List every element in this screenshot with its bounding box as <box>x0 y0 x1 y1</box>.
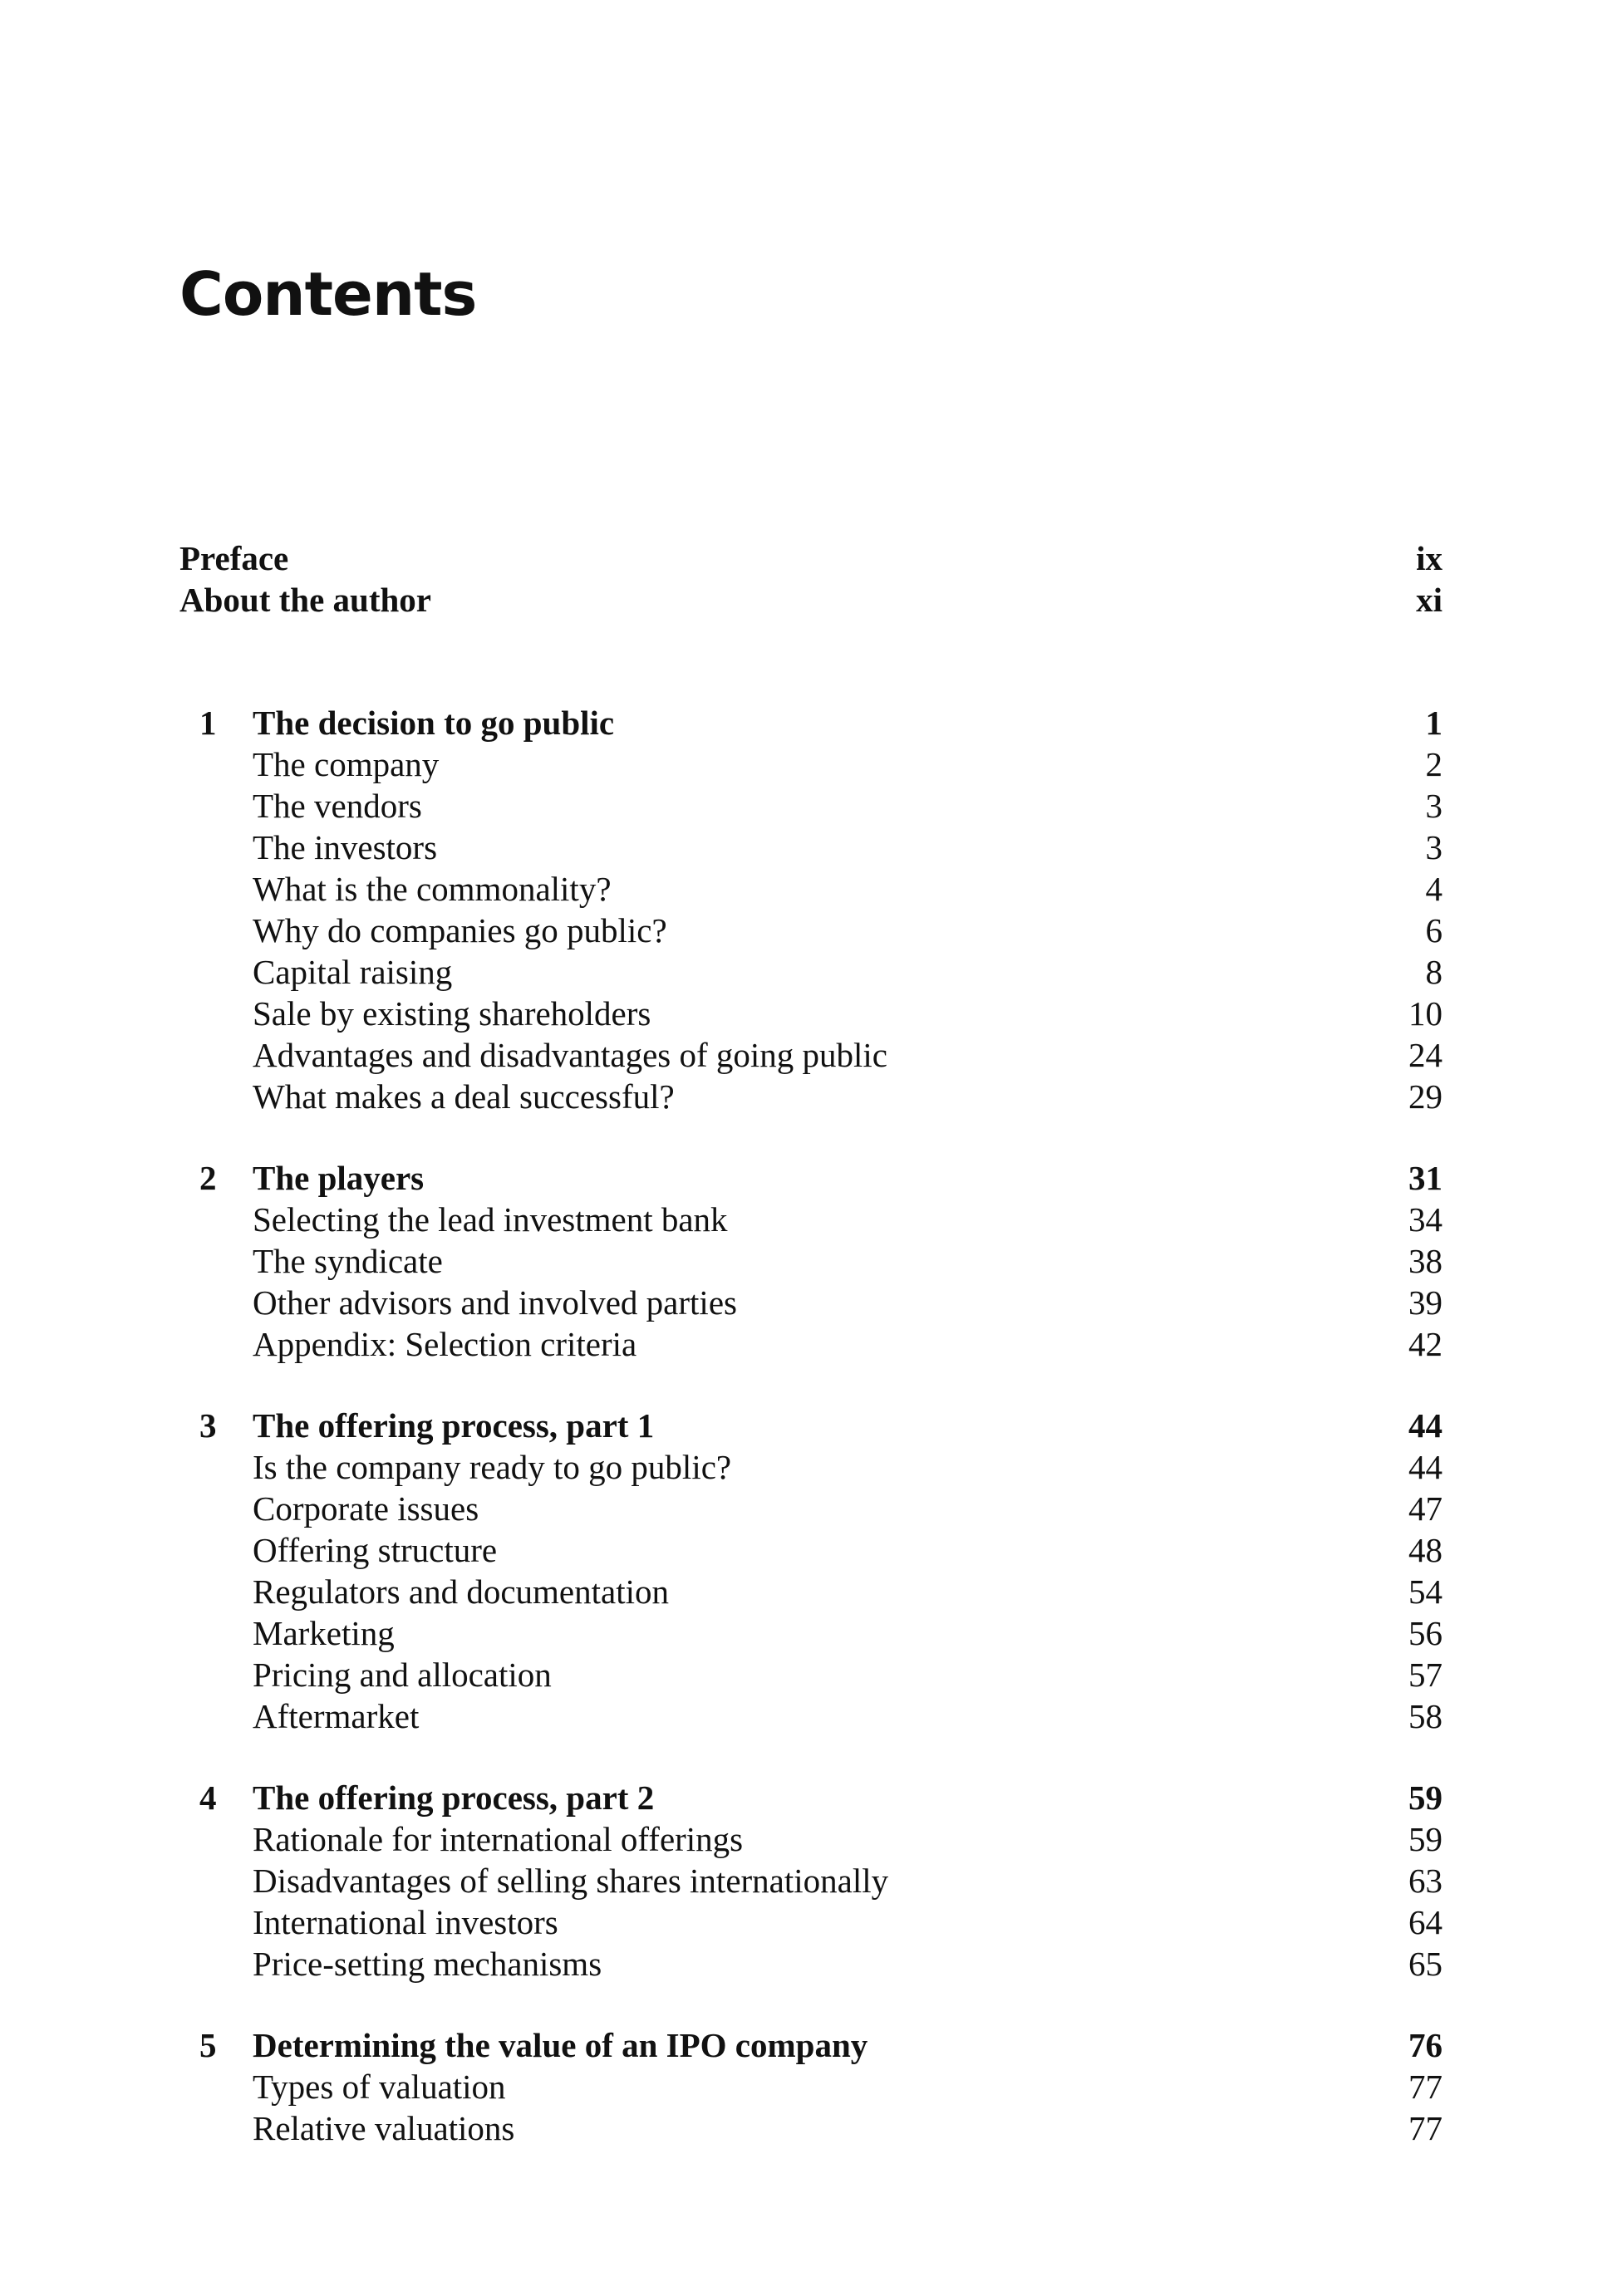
toc-section-entry[interactable] <box>179 743 1443 785</box>
section-title: Other advisors and involved parties <box>253 1283 737 1322</box>
toc-page-number: 29 <box>1408 1077 1443 1116</box>
toc-page-number: 24 <box>1408 1036 1443 1074</box>
toc-entry-preface[interactable] <box>179 537 1443 579</box>
section-title: International investors <box>253 1903 558 1941</box>
toc-section-entry[interactable] <box>179 1323 1443 1365</box>
toc-page-number: 47 <box>1408 1489 1443 1528</box>
toc-section-entry[interactable] <box>179 1654 1443 1695</box>
toc-section-entry[interactable] <box>179 1446 1443 1488</box>
chapter-title: The players <box>253 1159 425 1197</box>
toc-chapter-1[interactable] <box>179 702 1443 743</box>
section-title: What makes a deal successful? <box>253 1077 675 1116</box>
toc-section-entry[interactable] <box>179 1943 1443 1984</box>
table-of-contents <box>179 537 1443 2149</box>
toc-section-entry[interactable] <box>179 993 1443 1034</box>
toc-section-entry[interactable] <box>179 1240 1443 1282</box>
section-title: Marketing <box>253 1614 395 1652</box>
chapter-number: 3 <box>199 1406 217 1445</box>
toc-chapter-5[interactable] <box>179 2024 1443 2066</box>
section-title: Capital raising <box>253 953 453 991</box>
chapter-number: 1 <box>199 704 217 742</box>
page-title: Contents <box>179 259 477 329</box>
toc-page-number: 77 <box>1408 2068 1443 2106</box>
section-title: Relative valuations <box>253 2109 515 2147</box>
section-title: Appendix: Selection criteria <box>253 1325 637 1363</box>
chapter-title: The offering process, part 1 <box>253 1406 655 1445</box>
toc-page-number: 31 <box>1408 1159 1443 1197</box>
toc-section-entry[interactable] <box>179 1901 1443 1943</box>
toc-chapter-3[interactable] <box>179 1405 1443 1446</box>
section-title: Corporate issues <box>253 1489 479 1528</box>
section-title: Types of valuation <box>253 2068 506 2106</box>
toc-page-number: 63 <box>1408 1862 1443 1900</box>
section-title: Sale by existing shareholders <box>253 994 651 1033</box>
toc-page-number: 1 <box>1425 704 1443 742</box>
section-title: The syndicate <box>253 1242 443 1280</box>
chapter-title: The decision to go public <box>253 704 615 742</box>
section-title: Aftermarket <box>253 1697 420 1735</box>
toc-section-entry[interactable] <box>179 785 1443 827</box>
spacer <box>179 621 1443 702</box>
section-title: What is the commonality? <box>253 870 612 908</box>
toc-section-entry[interactable] <box>179 2107 1443 2149</box>
chapter-number: 4 <box>199 1778 217 1817</box>
toc-page-number: 10 <box>1408 994 1443 1033</box>
spacer <box>179 1117 1443 1157</box>
section-title: Disadvantages of selling shares internationally <box>253 1862 889 1900</box>
toc-section-entry[interactable] <box>179 1034 1443 1076</box>
section-title: Regulators and documentation <box>253 1572 669 1611</box>
toc-entry-about-the-author[interactable] <box>179 579 1443 621</box>
toc-page-number: 58 <box>1408 1697 1443 1735</box>
toc-page-number: 65 <box>1408 1945 1443 1983</box>
spacer <box>179 1365 1443 1405</box>
toc-section-entry[interactable] <box>179 1529 1443 1571</box>
toc-page-number: 48 <box>1408 1531 1443 1569</box>
section-title: Why do companies go public? <box>253 911 667 949</box>
toc-page-number: 44 <box>1408 1448 1443 1486</box>
toc-page-number: 6 <box>1425 911 1443 949</box>
toc-section-entry[interactable] <box>179 827 1443 868</box>
section-title: Pricing and allocation <box>253 1656 552 1694</box>
chapter-number: 2 <box>199 1159 217 1197</box>
toc-page-number: xi <box>1416 581 1443 619</box>
chapter-title: The offering process, part 2 <box>253 1778 655 1817</box>
toc-page-number: 2 <box>1425 745 1443 783</box>
toc-section-entry[interactable] <box>179 1076 1443 1117</box>
toc-page-number: 34 <box>1408 1200 1443 1239</box>
toc-page-number: 38 <box>1408 1242 1443 1280</box>
toc-section-entry[interactable] <box>179 2066 1443 2107</box>
toc-page-number: 59 <box>1408 1778 1443 1817</box>
spacer <box>179 1737 1443 1777</box>
toc-entry-label: Preface <box>179 539 289 577</box>
toc-page-number: 44 <box>1408 1406 1443 1445</box>
toc-section-entry[interactable] <box>179 910 1443 951</box>
toc-chapter-2[interactable] <box>179 1157 1443 1199</box>
toc-page-number: ix <box>1416 539 1443 577</box>
section-title: Price-setting mechanisms <box>253 1945 602 1983</box>
section-title: Rationale for international offerings <box>253 1820 744 1858</box>
toc-section-entry[interactable] <box>179 1818 1443 1860</box>
section-title: Advantages and disadvantages of going public <box>253 1036 888 1074</box>
section-title: Is the company ready to go public? <box>253 1448 732 1486</box>
toc-page-number: 39 <box>1408 1283 1443 1322</box>
toc-section-entry[interactable] <box>179 868 1443 910</box>
spacer <box>179 1984 1443 2024</box>
toc-page-number: 56 <box>1408 1614 1443 1652</box>
section-title: The investors <box>253 828 438 866</box>
toc-page-number: 3 <box>1425 828 1443 866</box>
toc-page-number: 42 <box>1408 1325 1443 1363</box>
toc-page-number: 77 <box>1408 2109 1443 2147</box>
toc-page-number: 8 <box>1425 953 1443 991</box>
toc-section-entry[interactable] <box>179 1612 1443 1654</box>
section-title: The company <box>253 745 440 783</box>
toc-page-number: 4 <box>1425 870 1443 908</box>
toc-page-number: 64 <box>1408 1903 1443 1941</box>
toc-entry-label: About the author <box>179 581 431 619</box>
toc-section-entry[interactable] <box>179 1282 1443 1323</box>
chapter-number: 5 <box>199 2026 217 2064</box>
toc-section-entry[interactable] <box>179 1488 1443 1529</box>
toc-page-number: 59 <box>1408 1820 1443 1858</box>
toc-page-number: 76 <box>1408 2026 1443 2064</box>
toc-section-entry[interactable] <box>179 1860 1443 1901</box>
section-title: Selecting the lead investment bank <box>253 1200 728 1239</box>
toc-section-entry[interactable] <box>179 1571 1443 1612</box>
section-title: The vendors <box>253 787 422 825</box>
toc-chapter-4[interactable] <box>179 1777 1443 1818</box>
toc-section-entry[interactable] <box>179 951 1443 993</box>
chapter-list <box>179 702 1443 2149</box>
toc-page-number: 54 <box>1408 1572 1443 1611</box>
toc-page-number: 3 <box>1425 787 1443 825</box>
section-title: Offering structure <box>253 1531 498 1569</box>
toc-section-entry[interactable] <box>179 1199 1443 1240</box>
chapter-title: Determining the value of an IPO company <box>253 2026 868 2064</box>
toc-section-entry[interactable] <box>179 1695 1443 1737</box>
toc-page-number: 57 <box>1408 1656 1443 1694</box>
